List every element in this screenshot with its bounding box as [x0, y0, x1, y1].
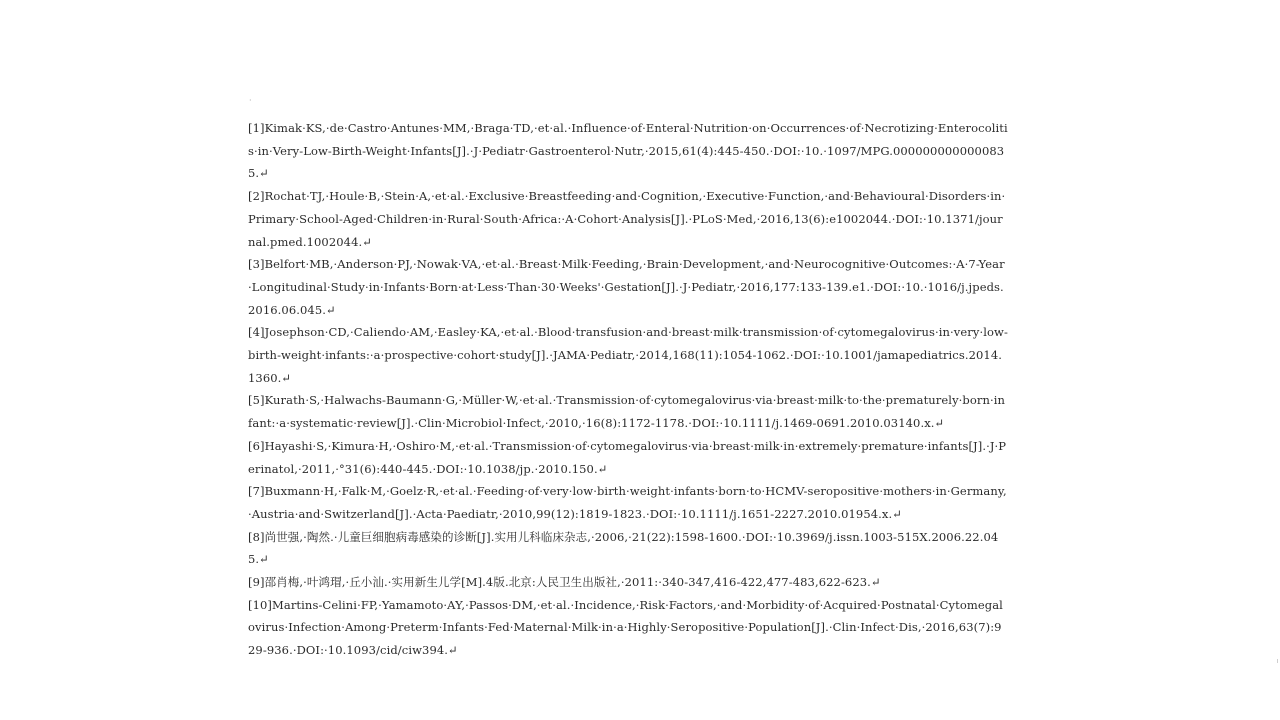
reference-7[interactable]: [7]Buxmann·H,·Falk·M,·Goelz·R,·et·al.·Feeding·of·very·low·birth·weight·infants·born·to·HCMV-seropositive·mothers·in·Germany,·Austria·and·Switzerland[J].·Acta·Paediatr,·2010,99(12):1819-1823.·DOI:·10.1111/j.1651-2227.2010.01954.x.↵ [248, 484, 1007, 521]
page-edge-marker [1277, 659, 1278, 663]
reference-list [248, 117, 1008, 662]
reference-9[interactable]: [9]邵肖梅,·叶鸿瑁,·丘小汕.·实用新生儿学[M].4版.北京:人民卫生出版社,·2011:·340-347,416-422,477-483,622-623.↵ [248, 575, 881, 590]
reference-4[interactable]: [4]Josephson·CD,·Caliendo·AM,·Easley·KA,·et·al.·Blood·transfusion·and·breast·milk·transmission·of·cytomegalovirus·in·very·low-birth-weight·infants:·a·prospective·cohort·study[J].·JAMA·Pediatr,·2014,168(11):1054-1062.·DOI:·10.1001/jamapediatrics.2014.1360.↵ [248, 325, 1008, 385]
reference-3[interactable]: [3]Belfort·MB,·Anderson·PJ,·Nowak·VA,·et·al.·Breast·Milk·Feeding,·Brain·Development,·and·Neurocognitive·Outcomes:·A·7-Year·Longitudinal·Study·in·Infants·Born·at·Less·Than·30·Weeks'·Gestation[J].·J·Pediatr,·2016,177:133-139.e1.·DOI:·10.·1016/j.jpeds.2016.06.045.↵ [248, 257, 1005, 317]
reference-8[interactable]: [8]尚世强,·陶然.·儿童巨细胞病毒感染的诊断[J].实用儿科临床杂志,·2006,·21(22):1598-1600.·DOI:·10.3969/j.issn.1003-515X.2006.22.045.↵ [248, 529, 999, 567]
paragraph-mark: · [249, 96, 252, 105]
reference-6[interactable]: [6]Hayashi·S,·Kimura·H,·Oshiro·M,·et·al.·Transmission·of·cytomegalovirus·via·breast·milk·in·extremely·premature·infants[J].·J·Perinatol,·2011,·°31(6):440-445.·DOI:·10.1038/jp.·2010.150.↵ [248, 438, 1007, 476]
reference-5[interactable]: [5]Kurath·S,·Halwachs-Baumann·G,·Müller·W,·et·al.·Transmission·of·cytomegalovirus·via·breast·milk·to·the·prematurely·born·infant:·a·systematic·review[J].·Clin·Microbiol·Infect,·2010,·16(8):1172-1178.·DOI:·10.1111/j.1469-0691.2010.03140.x.↵ [248, 393, 1006, 431]
reference-1[interactable]: [1]Kimak·KS,·de·Castro·Antunes·MM,·Braga·TD,·et·al.·Influence·of·Enteral·Nutrition·on·Occurrences·of·Necrotizing·Enterocolitis·in·Very-Low-Birth-Weight·Infants[J].·J·Pediatr·Gastroenterol·Nutr,·2015,61(4):445-450.·DOI:·10.·1097/MPG.0000000000000835.↵ [248, 121, 1008, 181]
reference-10[interactable]: [10]Martins-Celini·FP,·Yamamoto·AY,·Passos·DM,·et·al.·Incidence,·Risk·Factors,·and·Morbidity·of·Acquired·Postnatal·Cytomegalovirus·Infection·Among·Preterm·Infants·Fed·Maternal·Milk·in·a·Highly·Seropositive·Population[J].·Clin·Infect·Dis,·2016,63(7):929-936.·DOI:·10.1093/cid/ciw394.↵ [248, 597, 1003, 658]
reference-2[interactable]: [2]Rochat·TJ,·Houle·B,·Stein·A,·et·al.·Exclusive·Breastfeeding·and·Cognition,·Executive·Function,·and·Behavioural·Disorders·in·Primary·School-Aged·Children·in·Rural·South·Africa:·A·Cohort·Analysis[J].·PLoS·Med,·2016,13(6):e1002044.·DOI:·10.1371/journal.pmed.1002044.↵ [248, 189, 1006, 249]
